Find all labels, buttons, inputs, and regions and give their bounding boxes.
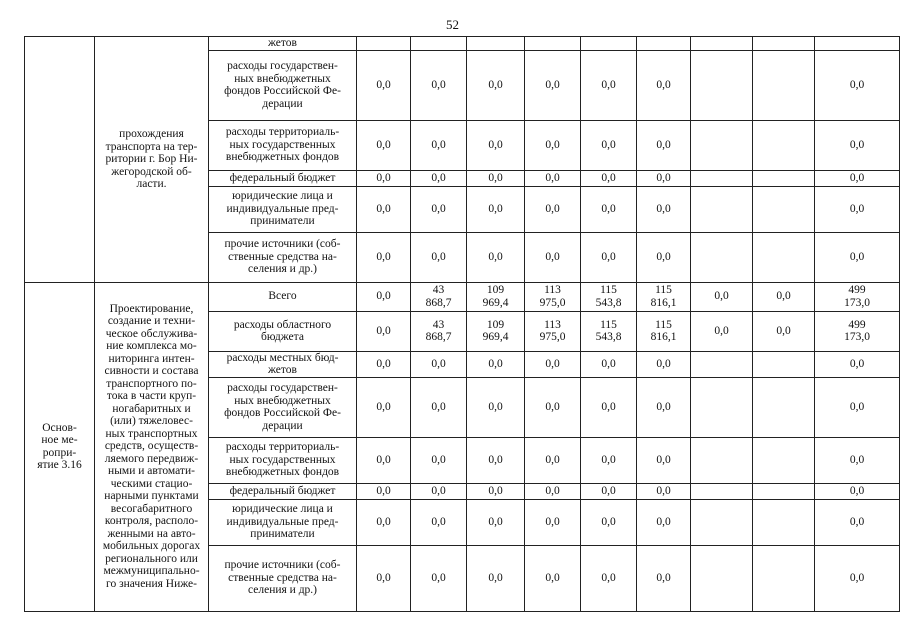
- value-cell: 0,0: [411, 232, 467, 282]
- measure-code-cell: [25, 37, 95, 283]
- value-cell: 0,0: [581, 232, 637, 282]
- value-cell: 0,0: [637, 232, 691, 282]
- value-cell: 0,0: [691, 311, 753, 351]
- value-cell: [753, 437, 815, 483]
- value-cell: 0,0: [815, 483, 900, 499]
- value-cell: [691, 437, 753, 483]
- value-cell: 0,0: [581, 50, 637, 120]
- value-cell: [637, 37, 691, 51]
- value-cell: 0,0: [411, 186, 467, 232]
- value-cell: 113 975,0: [525, 282, 581, 311]
- value-cell: 499 173,0: [815, 282, 900, 311]
- value-cell: 0,0: [815, 50, 900, 120]
- value-cell: [753, 545, 815, 611]
- value-cell: [691, 50, 753, 120]
- value-cell: 0,0: [357, 282, 411, 311]
- value-cell: 0,0: [357, 351, 411, 377]
- value-cell: [691, 499, 753, 545]
- value-cell: 0,0: [637, 545, 691, 611]
- value-cell: 0,0: [815, 120, 900, 170]
- value-cell: 113 975,0: [525, 311, 581, 351]
- value-cell: 0,0: [467, 545, 525, 611]
- table-row: [25, 282, 900, 311]
- value-cell: 115 543,8: [581, 311, 637, 351]
- value-cell: 0,0: [753, 282, 815, 311]
- value-cell: [753, 120, 815, 170]
- value-cell: 0,0: [411, 377, 467, 437]
- value-cell: [753, 232, 815, 282]
- funding-source-cell: расходы территориаль- ных государственных внебюджетных фондов: [209, 437, 357, 483]
- value-cell: 0,0: [581, 186, 637, 232]
- value-cell: [581, 37, 637, 51]
- value-cell: 0,0: [411, 50, 467, 120]
- value-cell: [753, 499, 815, 545]
- value-cell: 0,0: [411, 120, 467, 170]
- value-cell: 0,0: [525, 232, 581, 282]
- value-cell: 0,0: [411, 499, 467, 545]
- value-cell: 0,0: [815, 351, 900, 377]
- value-cell: [691, 545, 753, 611]
- value-cell: 0,0: [525, 120, 581, 170]
- value-cell: 0,0: [581, 437, 637, 483]
- value-cell: 0,0: [581, 120, 637, 170]
- value-cell: 0,0: [357, 186, 411, 232]
- value-cell: 0,0: [525, 499, 581, 545]
- value-cell: 0,0: [815, 232, 900, 282]
- value-cell: 0,0: [525, 351, 581, 377]
- value-cell: 0,0: [357, 170, 411, 186]
- value-cell: 0,0: [815, 437, 900, 483]
- value-cell: 0,0: [357, 50, 411, 120]
- funding-source-cell: юридические лица и индивидуальные пред- приниматели: [209, 186, 357, 232]
- value-cell: 0,0: [411, 437, 467, 483]
- value-cell: [691, 170, 753, 186]
- value-cell: 0,0: [815, 186, 900, 232]
- value-cell: 0,0: [357, 545, 411, 611]
- value-cell: 0,0: [753, 311, 815, 351]
- value-cell: 0,0: [637, 499, 691, 545]
- value-cell: 0,0: [411, 545, 467, 611]
- value-cell: 0,0: [637, 50, 691, 120]
- value-cell: 0,0: [525, 170, 581, 186]
- value-cell: 0,0: [815, 170, 900, 186]
- page-number: 52: [446, 17, 459, 32]
- measure-code-cell: Основ- ное ме- ропри- ятие 3.16: [25, 282, 95, 611]
- value-cell: 0,0: [525, 50, 581, 120]
- funding-source-cell: расходы территориаль- ных государственных внебюджетных фондов: [209, 120, 357, 170]
- value-cell: 0,0: [467, 186, 525, 232]
- value-cell: [753, 377, 815, 437]
- funding-source-cell: федеральный бюджет: [209, 170, 357, 186]
- measure-name-cell: Проектирование, создание и техни- ческое обслужива- ние комплекса мо- ниторинга интен- сивности и состава транспортного по- тока в части круп- ногабаритных и (или) тяжеловес- ных транспортных средств, осуществ- ляемого передвиж- ными и автомати- ческими стацио- нарными пунктами весогабаритного контроля, располо- женными на авто- мобильных дорогах регионального или межмуниципально- го значения Ниже-: [95, 282, 209, 611]
- value-cell: 43 868,7: [411, 311, 467, 351]
- value-cell: 0,0: [581, 483, 637, 499]
- value-cell: 0,0: [525, 437, 581, 483]
- value-cell: 0,0: [581, 351, 637, 377]
- value-cell: [753, 50, 815, 120]
- value-cell: 0,0: [467, 351, 525, 377]
- value-cell: 0,0: [411, 351, 467, 377]
- financing-table: [24, 36, 900, 612]
- value-cell: 0,0: [467, 499, 525, 545]
- value-cell: 0,0: [691, 282, 753, 311]
- value-cell: 0,0: [581, 545, 637, 611]
- value-cell: 0,0: [581, 499, 637, 545]
- value-cell: 0,0: [467, 170, 525, 186]
- value-cell: 43 868,7: [411, 282, 467, 311]
- funding-source-cell: прочие источники (соб- ственные средства на- селения и др.): [209, 232, 357, 282]
- value-cell: 0,0: [357, 311, 411, 351]
- value-cell: 0,0: [467, 483, 525, 499]
- value-cell: [691, 186, 753, 232]
- value-cell: 0,0: [357, 483, 411, 499]
- value-cell: 499 173,0: [815, 311, 900, 351]
- value-cell: [691, 232, 753, 282]
- value-cell: [525, 37, 581, 51]
- value-cell: 0,0: [467, 377, 525, 437]
- funding-source-cell: жетов: [209, 37, 357, 51]
- value-cell: 0,0: [637, 120, 691, 170]
- value-cell: 0,0: [357, 120, 411, 170]
- value-cell: 0,0: [467, 437, 525, 483]
- value-cell: 0,0: [357, 437, 411, 483]
- value-cell: 0,0: [411, 483, 467, 499]
- value-cell: [691, 483, 753, 499]
- value-cell: 0,0: [525, 377, 581, 437]
- value-cell: 109 969,4: [467, 311, 525, 351]
- value-cell: 0,0: [525, 186, 581, 232]
- value-cell: 0,0: [637, 186, 691, 232]
- value-cell: 109 969,4: [467, 282, 525, 311]
- value-cell: [753, 37, 815, 51]
- value-cell: 0,0: [637, 351, 691, 377]
- value-cell: 0,0: [637, 437, 691, 483]
- value-cell: [753, 483, 815, 499]
- value-cell: [691, 351, 753, 377]
- value-cell: [467, 37, 525, 51]
- funding-source-cell: юридические лица и индивидуальные пред- приниматели: [209, 499, 357, 545]
- value-cell: 115 816,1: [637, 282, 691, 311]
- funding-source-cell: Всего: [209, 282, 357, 311]
- measure-name-cell: прохождения транспорта на тер- ритории г. Бор Ни- жегородской об- ласти.: [95, 37, 209, 283]
- value-cell: [753, 351, 815, 377]
- value-cell: [411, 37, 467, 51]
- value-cell: 0,0: [525, 483, 581, 499]
- value-cell: [691, 377, 753, 437]
- value-cell: 0,0: [815, 377, 900, 437]
- value-cell: 115 816,1: [637, 311, 691, 351]
- value-cell: 0,0: [467, 232, 525, 282]
- value-cell: 115 543,8: [581, 282, 637, 311]
- value-cell: 0,0: [581, 377, 637, 437]
- value-cell: 0,0: [467, 120, 525, 170]
- funding-source-cell: расходы государствен- ных внебюджетных фондов Российской Фе- дерации: [209, 50, 357, 120]
- funding-source-cell: расходы государствен- ных внебюджетных фондов Российской Фе- дерации: [209, 377, 357, 437]
- value-cell: 0,0: [411, 170, 467, 186]
- funding-source-cell: расходы областного бюджета: [209, 311, 357, 351]
- value-cell: 0,0: [525, 545, 581, 611]
- value-cell: [691, 120, 753, 170]
- funding-source-cell: прочие источники (соб- ственные средства на- селения и др.): [209, 545, 357, 611]
- value-cell: 0,0: [467, 50, 525, 120]
- table-row: [25, 37, 900, 51]
- value-cell: 0,0: [357, 377, 411, 437]
- value-cell: 0,0: [637, 377, 691, 437]
- value-cell: 0,0: [581, 170, 637, 186]
- value-cell: [815, 37, 900, 51]
- value-cell: 0,0: [815, 545, 900, 611]
- funding-source-cell: федеральный бюджет: [209, 483, 357, 499]
- value-cell: [691, 37, 753, 51]
- value-cell: [357, 37, 411, 51]
- value-cell: 0,0: [637, 483, 691, 499]
- value-cell: [753, 186, 815, 232]
- value-cell: 0,0: [357, 232, 411, 282]
- value-cell: 0,0: [637, 170, 691, 186]
- value-cell: [753, 170, 815, 186]
- value-cell: 0,0: [357, 499, 411, 545]
- funding-source-cell: расходы местных бюд- жетов: [209, 351, 357, 377]
- value-cell: 0,0: [815, 499, 900, 545]
